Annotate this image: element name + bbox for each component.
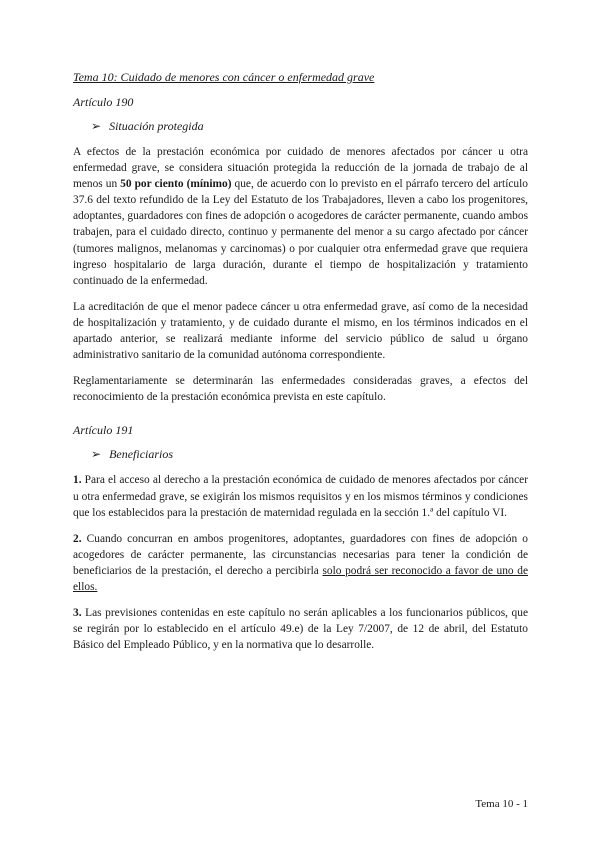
article-191-paragraph-2 [73, 531, 528, 595]
arrow-bullet-icon: ➢ [91, 119, 102, 133]
article-190-heading: Artículo 190 [73, 95, 134, 109]
article-191-paragraph-1 [73, 472, 528, 520]
text-span: A efectos de la prestación económica por cuidado de menores afectados por cáncer u otra enfermedad grave, se considera situación protegida la reducción de la jornada de trabajo de al menos un [73, 146, 528, 191]
arrow-bullet-icon: ➢ [91, 447, 102, 462]
article-191-heading: Artículo 191 [73, 423, 134, 438]
underlined-text: solo podrá ser reconocido a favor de uno de ellos. [73, 564, 528, 593]
document-page [73, 70, 528, 663]
article-190-paragraph-1 [73, 144, 528, 289]
document-title: Tema 10: Cuidado de menores con cáncer o enfermedad grave [73, 70, 375, 84]
article-190-paragraph-2: La acreditación de que el menor padece cáncer u otra enfermedad grave, así como de la necesidad de hospitalización y tratamiento, y de cuidado durante el mismo, en los términos indicados en el apartado anterior, se realizará mediante informe del servicio público de salud u órgano administrativo sanitario de la comunidad autónoma correspondiente. [73, 300, 528, 362]
text-span: Las previsiones contenidas en este capítulo no serán aplicables a los funcionarios públicos, que se regirán por lo establecido en el artículo 49.e) de la Ley 7/2007, de 12 de abril, del Estatuto Básico del Empleado Público, y en la normativa que lo desarrolle. [73, 607, 528, 652]
article-190-paragraph-3: Reglamentariamente se determinarán las enfermedades consideradas graves, a efectos del reconocimiento de la prestación económica prevista en este capítulo. [73, 375, 528, 404]
article-190-subheading [91, 119, 528, 134]
page-footer: Tema 10 - 1 [475, 798, 528, 810]
paragraph-number: 1. [73, 474, 82, 487]
subheading-label: Situación protegida [109, 119, 204, 133]
article-191-subheading [91, 447, 528, 462]
text-span: Para el acceso al derecho a la prestación económica de cuidado de menores afectados por cáncer u otra enfermedad grave, se exigirán los mismos requisitos y en los mismos términos y condiciones que los establecidos para la prestación de maternidad regulada en la sección 1.ª del capítulo VI. [73, 474, 528, 519]
text-span: Cuando concurran en ambos progenitores, adoptantes, guardadores con fines de adopción o acogedores de carácter permanente, las circunstancias necesarias para tener la condición de beneficiarios de la prestación, el derecho a percibirla [73, 532, 528, 577]
paragraph-number: 2. [73, 532, 82, 545]
subheading-label: Beneficiarios [109, 447, 174, 462]
bold-text: 50 por ciento (mínimo) [120, 178, 232, 191]
article-191-paragraph-3 [73, 605, 528, 653]
paragraph-number: 3. [73, 607, 82, 620]
text-span: que, de acuerdo con lo previsto en el párrafo tercero del artículo 37.6 del texto refundido de la Ley del Estatuto de los Trabajadores, lleven a cabo los progenitores, adoptantes, guardadores con fines de adopción o acogedores de carácter permanente, cuando ambos trabajen, para el cuidado directo, continuo y permanente del menor a su cargo afectado por cáncer (tumores malignos, melanomas y carcinomas) o por cualquier otra enfermedad grave que requiera ingreso hospitalario de larga duración, durante el tiempo de hospitalización y tratamiento continuado de la enfermedad. [73, 178, 528, 287]
